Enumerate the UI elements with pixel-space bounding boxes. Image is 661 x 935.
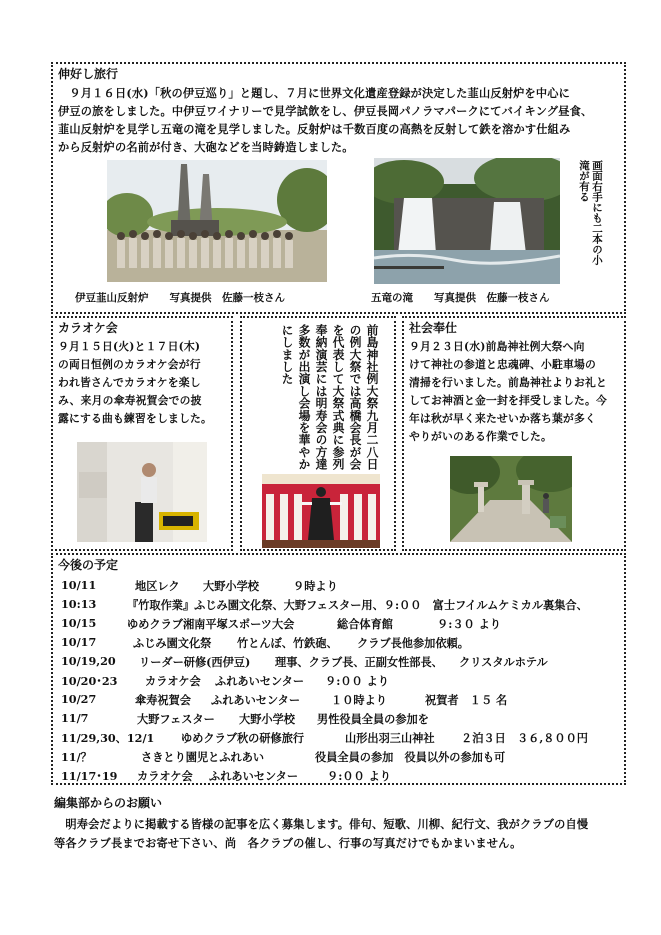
schedule-time: 男性役員全員の参加を: [317, 712, 429, 726]
schedule-date: 10:13: [61, 597, 97, 611]
karaoke-title: カラオケ会: [58, 321, 118, 335]
schedule-place: 理事、クラブ長、正副女性部長、: [275, 655, 443, 669]
service-title: 社会奉仕: [409, 321, 458, 335]
schedule-event: ゆめクラブ秋の研修旅行: [181, 731, 305, 745]
karaoke-text: [58, 338, 233, 428]
trip-line: から反射炉の名前が付き、大砲などを当時鋳造しました。: [58, 140, 354, 154]
service-line: 清掃を行いました。前島神社よりお礼と: [409, 376, 607, 389]
schedule-place: 大野小学校: [203, 579, 259, 593]
schedule-place: ふれあいセンター: [215, 674, 305, 688]
schedule-section: [51, 553, 626, 785]
furnace-caption: 伊豆韮山反射炉 写真提供 佐藤一枝さん: [75, 292, 285, 304]
schedule-title: 今後の予定: [58, 558, 119, 572]
schedule-date: 11/？: [61, 750, 92, 764]
karaoke-line: ９月１５日(火)と１７日(木): [58, 340, 201, 353]
schedule-date: 10/27: [61, 692, 97, 706]
schedule-time: １０時より: [331, 693, 387, 707]
furnace-photo: [107, 160, 327, 282]
schedule-event: リーダー研修(西伊豆): [139, 655, 251, 669]
service-line: 年は秋が早く来たせいか落ち葉が多く: [409, 412, 596, 425]
trip-line: 韮山反射炉を見学し五竜の滝を見学しました。反射炉は千数百度の高熱を反射して鉄を溶かす仕組み: [58, 122, 571, 136]
karaoke-section: [51, 316, 233, 551]
schedule-date: 10/15: [61, 616, 97, 630]
service-section: [402, 316, 626, 551]
waterfall-caption: 五竜の滝 写真提供 佐藤一枝さん: [371, 292, 550, 304]
service-line: ９月２３日(水)前島神社例大祭へ向: [409, 340, 585, 353]
karaoke-photo: [77, 442, 207, 542]
schedule-time: ９:００ より: [327, 769, 391, 783]
schedule-place: 役員全員の参加 役員以外の参加も可: [315, 750, 506, 764]
schedule-event: カラオケ会: [137, 769, 193, 783]
schedule-event: ふじみ園文化祭: [133, 636, 212, 650]
editor-section: [54, 796, 629, 853]
schedule-extra: 祝賀者 １５ 名: [425, 693, 508, 707]
service-line: してお神酒と金一封を拝受しました。今: [409, 394, 607, 407]
karaoke-line: 露にする曲も練習をしました。: [58, 412, 212, 425]
trip-line: ９月１６日(水)「秋の伊豆巡り」と題し、７月に世界文化遺産登録が決定した韮山反射炉を中心に: [58, 86, 571, 100]
schedule-place: 大野小学校: [239, 712, 295, 726]
schedule-date: 10/11: [61, 578, 97, 592]
service-photo: [450, 456, 572, 542]
festival-text: 前島神社例大祭九月二八日の例大祭では高橋会長が会を代表して大祭式典に参列奉納演芸には明寿会の方達多数が出演し会場を華やかにしました: [280, 324, 379, 471]
schedule-time: ９:００ より: [325, 674, 389, 688]
schedule-date: 11/17･19: [61, 769, 118, 783]
schedule-event: カラオケ会: [145, 674, 201, 688]
karaoke-line: われ皆さんでカラオケを楽し: [58, 376, 201, 389]
schedule-event: ゆめクラブ湘南平塚スポーツ大会: [127, 617, 295, 631]
schedule-event: 地区レク: [135, 579, 180, 593]
trip-text: [58, 84, 623, 156]
trip-line: 伊豆の旅をしました。中伊豆ワイナリーで見学試飲をし、伊豆長岡パノラマパークにてバイキング昼食、: [58, 104, 593, 118]
editor-title: 編集部からのお願い: [54, 796, 163, 810]
waterfall-photo: [374, 158, 560, 284]
trip-side-note: 画面右手にも二本の小滝が有る: [578, 160, 603, 265]
karaoke-line: の両日恒例のカラオケ会が行: [58, 358, 201, 371]
editor-text: [54, 815, 629, 853]
schedule-event: 大野フェスター: [137, 712, 215, 726]
schedule-time: ２泊３日 ３６,８００円: [461, 731, 588, 745]
service-line: けて神社の参道と忠魂碑、小駐車場の: [409, 358, 596, 371]
schedule-event: さきとり園児とふれあい: [141, 750, 265, 764]
schedule-place: ふれあいセンター: [211, 693, 301, 707]
trip-title: 伸好し旅行: [58, 67, 119, 81]
schedule-date: 11/29,30、12/1: [61, 731, 155, 745]
service-line: やりがいのある作業でした。: [409, 430, 552, 443]
editor-line: 等各クラブ長までお寄せ下さい、尚 各クラブの催し、行事の写真だけでもかまいません。: [54, 836, 522, 850]
trip-section: [51, 62, 626, 314]
service-text: [409, 338, 627, 446]
schedule-place: ふれあいセンター: [209, 769, 299, 783]
schedule-date: 10/17: [61, 635, 97, 649]
schedule-date: 10/19,20: [61, 654, 116, 668]
editor-line: 明寿会だよりに掲載する皆様の記事を広く募集します。俳句、短歌、川柳、紀行文、我がクラブの自慢: [54, 817, 589, 831]
schedule-date: 11/7: [61, 711, 89, 725]
schedule-date: 10/20･23: [61, 674, 118, 688]
schedule-time: クリスタルホテル: [459, 655, 548, 669]
karaoke-line: み、来月の傘寿祝賀会での披: [58, 394, 202, 407]
schedule-place: 総合体育館: [337, 617, 393, 631]
schedule-event: 『竹取作業』ふじみ園文化祭、大野フェスター用、９:００ 富士フイルムケミカル裏集合、: [127, 598, 588, 612]
schedule-place: 山形出羽三山神社: [345, 731, 435, 745]
schedule-time: ９:３０ より: [437, 617, 501, 631]
schedule-time: ９時より: [293, 579, 338, 593]
festival-section: [240, 316, 396, 551]
schedule-time: クラブ長他参加依頼。: [357, 636, 469, 650]
festival-photo: [262, 474, 380, 548]
schedule-place: 竹とんぼ、竹鉄砲、: [237, 636, 338, 650]
schedule-event: 傘寿祝賀会: [135, 693, 191, 707]
